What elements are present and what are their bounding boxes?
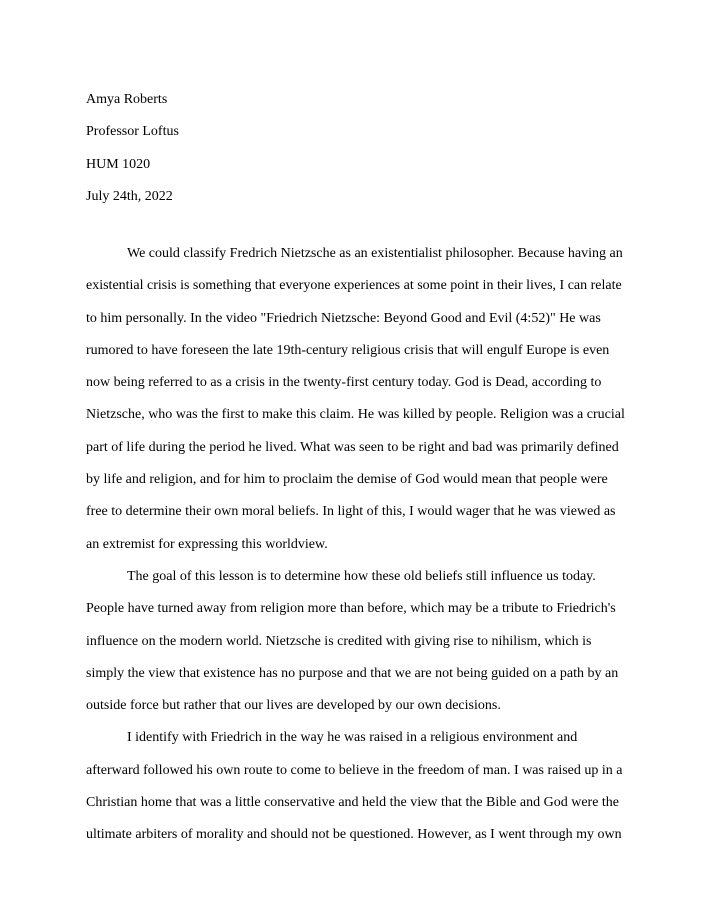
essay-header [86,84,646,213]
professor-name: Professor Loftus [86,124,179,140]
paragraph-line: rumored to have foreseen the late 19th-century religious crisis that will engulf Europe is even [86,342,610,358]
author-name: Amya Roberts [86,92,168,107]
paragraph-line: simply the view that existence has no purpose and that we are not being guided on a path by an [86,665,619,681]
paragraph-line: an extremist for expressing this worldview. [86,536,328,552]
paragraph-line: The goal of this lesson is to determine how these old beliefs still influence us today. [127,568,596,584]
paragraph-line: Christian home that was a little conservative and held the view that the Bible and God were the [86,795,620,811]
paragraph-line: part of life during the period he lived. What was seen to be right and bad was primarily defined [86,439,619,455]
paragraph-line: free to determine their own moral beliefs. In light of this, I would wager that he was viewed as [86,504,616,520]
paragraph-line: ultimate arbiters of morality and should not be questioned. However, as I went through my own [86,827,622,843]
paragraph-line: existential crisis is something that everyone experiences at some point in their lives, I can relate [86,278,622,294]
paragraph-line: Nietzsche, who was the first to make this claim. He was killed by people. Religion was a crucial [86,407,625,423]
paragraph-line: influence on the modern world. Nietzsche is credited with giving rise to nihilism, which is [86,633,592,649]
paragraph-line: to him personally. In the video "Friedrich Nietzsche: Beyond Good and Evil (4:52)" He was [86,310,601,326]
paragraph-2 [86,561,636,722]
paragraph-line: now being referred to as a crisis in the twenty-first century today. God is Dead, according to [86,375,602,391]
paragraph-line: We could classify Fredrich Nietzsche as an existentialist philosopher. Because having an [127,246,623,261]
course-code: HUM 1020 [86,156,151,172]
paragraph-line: outside force but rather that our lives are developed by our own decisions. [86,698,501,714]
paragraph-line: by life and religion, and for him to proclaim the demise of God would mean that people were [86,472,608,488]
essay-date: July 24th, 2022 [86,188,173,204]
paragraph-line: People have turned away from religion more than before, which may be a tribute to Friedrich's [86,601,616,617]
essay-body [86,238,636,852]
paragraph-1 [86,238,636,561]
paragraph-line: afterward followed his own route to come to believe in the freedom of man. I was raised up in a [86,762,623,778]
paragraph-3 [86,722,636,851]
paragraph-line: I identify with Friedrich in the way he was raised in a religious environment and [127,730,578,746]
